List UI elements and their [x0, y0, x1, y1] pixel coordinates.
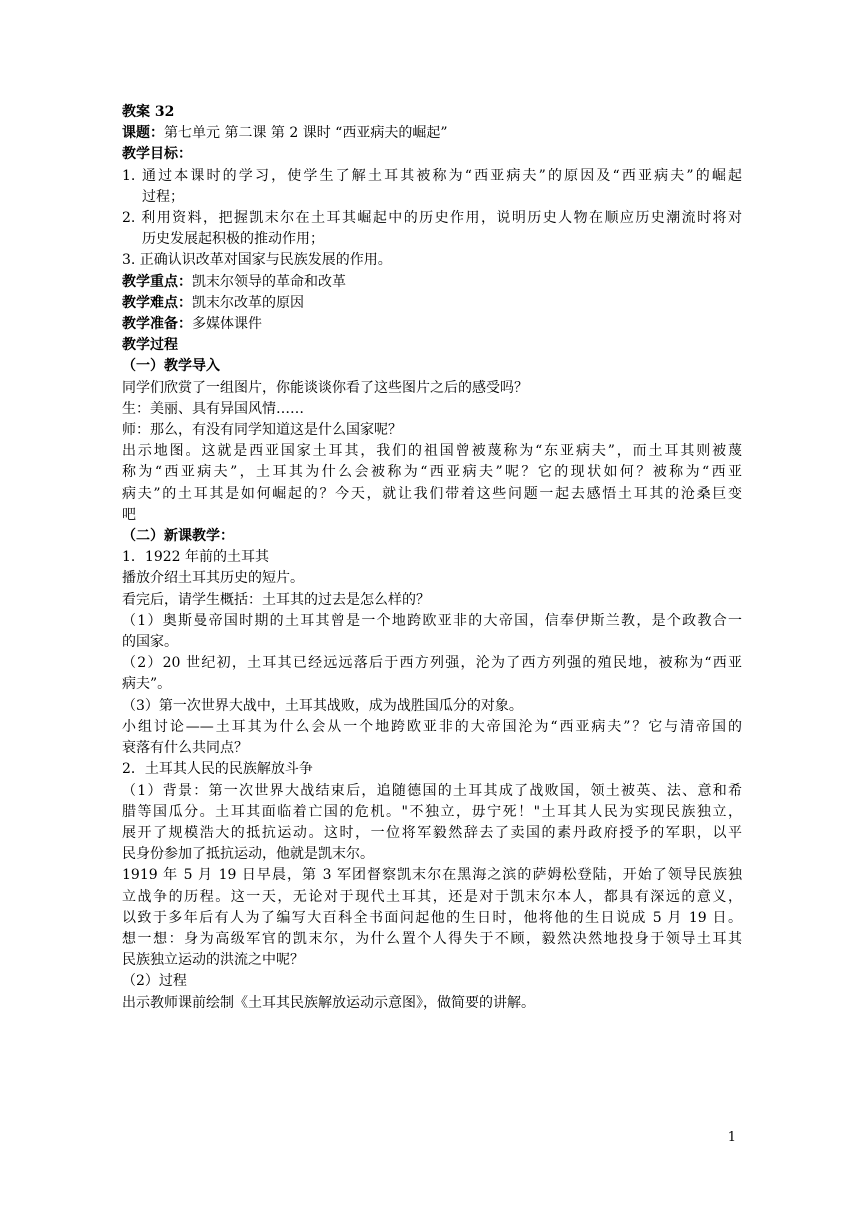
line-text: 民身份参加了抵抗运动，他就是凯末尔。	[122, 846, 374, 863]
text-line	[122, 335, 742, 356]
text-line	[122, 950, 742, 971]
line-text: （2）20 世纪初，土耳其已经远远落后于西方列强，沦为了西方列强的殖民地，被称为“西亚	[122, 655, 742, 672]
text-line	[122, 717, 742, 738]
text-line	[122, 293, 742, 314]
line-text: 腊等国瓜分。土耳其面临着亡国的危机。"不独立，毋宁死！"土耳其人民为实现民族独立，	[122, 803, 742, 820]
page-number: 1	[727, 1130, 736, 1145]
line-text: 展开了规模浩大的抵抗运动。这时，一位将军毅然辞去了卖国的素丹政府授予的军职，以平	[122, 824, 742, 841]
text-line	[122, 187, 742, 208]
text-line	[122, 250, 742, 271]
text-line	[122, 102, 742, 123]
line-text: 1919 年 5 月 19 日早晨，第 3 军团督察凯末尔在黑海之滨的萨姆松登陆，开始了领导民族独	[122, 867, 742, 884]
line-label: 教学准备：	[122, 316, 192, 333]
text-line	[122, 611, 742, 632]
text-line	[122, 738, 742, 759]
line-text: 吧	[122, 506, 136, 523]
line-text: 过程；	[142, 188, 184, 205]
line-text: （1）奥斯曼帝国时期的土耳其曾是一个地跨欧亚非的大帝国，信奉伊斯兰教，是个政教合一	[122, 612, 742, 629]
line-text: 播放介绍土耳其历史的短片。	[122, 570, 304, 587]
text-line	[122, 462, 742, 483]
line-label: 教学重点：	[122, 273, 192, 290]
text-line	[122, 908, 742, 929]
text-line	[122, 823, 742, 844]
line-text: （1）背景：第一次世界大战结束后，追随德国的土耳其成了战败国，领土被英、法、意和希	[122, 782, 742, 799]
line-text: 2. 利用资料，把握凯末尔在土耳其崛起中的历史作用，说明历史人物在顺应历史潮流时将对	[122, 210, 742, 227]
line-label: 课题：	[122, 125, 164, 142]
line-text: （二）新课教学：	[122, 528, 234, 545]
text-line	[122, 674, 742, 695]
line-text: （3）第一次世界大战中，土耳其战败，成为战胜国瓜分的对象。	[122, 697, 523, 714]
line-text: 2．土耳其人民的民族解放斗争	[122, 761, 313, 778]
text-line	[122, 505, 742, 526]
text-line	[122, 865, 742, 886]
document-body	[122, 102, 742, 1014]
text-line	[122, 971, 742, 992]
text-line	[122, 929, 742, 950]
line-text: 称为“西亚病夫”，土耳其为什么会被称为“西亚病夫”呢？它的现状如何？被称为“西亚	[122, 464, 742, 481]
text-line	[122, 484, 742, 505]
text-line	[122, 802, 742, 823]
line-text: 教学过程	[122, 337, 178, 354]
line-text: 病夫”。	[122, 676, 172, 693]
text-line	[122, 314, 742, 335]
line-text: 立战争的历程。这一天，无论对于现代土耳其，还是对于凯末尔本人，都具有深远的意义，	[122, 888, 742, 905]
line-text: 小组讨论——土耳其为什么会从一个地跨欧亚非的大帝国沦为“西亚病夫”？它与清帝国的	[122, 718, 742, 735]
text-line	[122, 632, 742, 653]
text-line	[122, 568, 742, 589]
text-line	[122, 166, 742, 187]
text-line	[122, 441, 742, 462]
text-line	[122, 781, 742, 802]
line-text: 1．1922 年前的土耳其	[122, 549, 269, 566]
text-line	[122, 229, 742, 250]
line-text: 第七单元 第二课 第 2 课时 “西亚病夫的崛起”	[164, 125, 448, 142]
line-text: 民族独立运动的洪流之中呢？	[122, 952, 304, 969]
line-text: 的国家。	[122, 634, 178, 651]
line-text: 以致于多年后有人为了编写大百科全书面问起他的生日时，他将他的生日说成 5 月 19 日。	[122, 909, 742, 926]
text-line	[122, 144, 742, 165]
line-label: 教学难点：	[122, 294, 192, 311]
line-text: 多媒体课件	[192, 316, 262, 333]
text-line	[122, 420, 742, 441]
line-text: 历史发展起积极的推动作用；	[142, 231, 324, 248]
line-text: 同学们欣赏了一组图片，你能谈谈你看了这些图片之后的感受吗？	[122, 379, 528, 396]
line-text: 凯末尔改革的原因	[192, 294, 304, 311]
text-line	[122, 526, 742, 547]
line-text: 想一想：身为高级军官的凯末尔，为什么置个人得失于不顾，毅然决然地投身于领导土耳其	[122, 930, 742, 947]
line-text: 生：美丽、具有异国风情……	[122, 400, 304, 417]
line-text: 师：那么，有没有同学知道这是什么国家呢？	[122, 422, 402, 439]
line-text: 病夫”的土耳其是如何崛起的？今天，就让我们带着这些问题一起去感悟土耳其的沧桑巨变	[122, 485, 742, 502]
line-text: 出示教师课前绘制《土耳其民族解放运动示意图》，做简要的讲解。	[122, 994, 535, 1011]
text-line	[122, 399, 742, 420]
line-text: 看完后，请学生概括：土耳其的过去是怎么样的？	[122, 591, 430, 608]
text-line	[122, 123, 742, 144]
text-line	[122, 844, 742, 865]
line-text: 衰落有什么共同点？	[122, 740, 248, 757]
line-text: 1. 通过本课时的学习，使学生了解土耳其被称为“西亚病夫”的原因及“西亚病夫”的崛起	[122, 167, 742, 184]
text-line	[122, 272, 742, 293]
line-text: 教案 32	[122, 104, 175, 120]
line-text: 教学目标：	[122, 146, 192, 163]
line-text: （一）教学导入	[122, 358, 220, 375]
text-line	[122, 208, 742, 229]
text-line	[122, 993, 742, 1014]
text-line	[122, 759, 742, 780]
text-line	[122, 547, 742, 568]
line-text: 凯末尔领导的革命和改革	[192, 273, 346, 290]
text-line	[122, 696, 742, 717]
text-line	[122, 590, 742, 611]
text-line	[122, 653, 742, 674]
line-text: （2）过程	[122, 973, 187, 990]
line-text: 出示地图。这就是西亚国家土耳其，我们的祖国曾被蔑称为“东亚病夫”，而土耳其则被蔑	[122, 443, 742, 460]
text-line	[122, 356, 742, 377]
line-text: 3. 正确认识改革对国家与民族发展的作用。	[122, 252, 392, 269]
text-line	[122, 378, 742, 399]
text-line	[122, 887, 742, 908]
